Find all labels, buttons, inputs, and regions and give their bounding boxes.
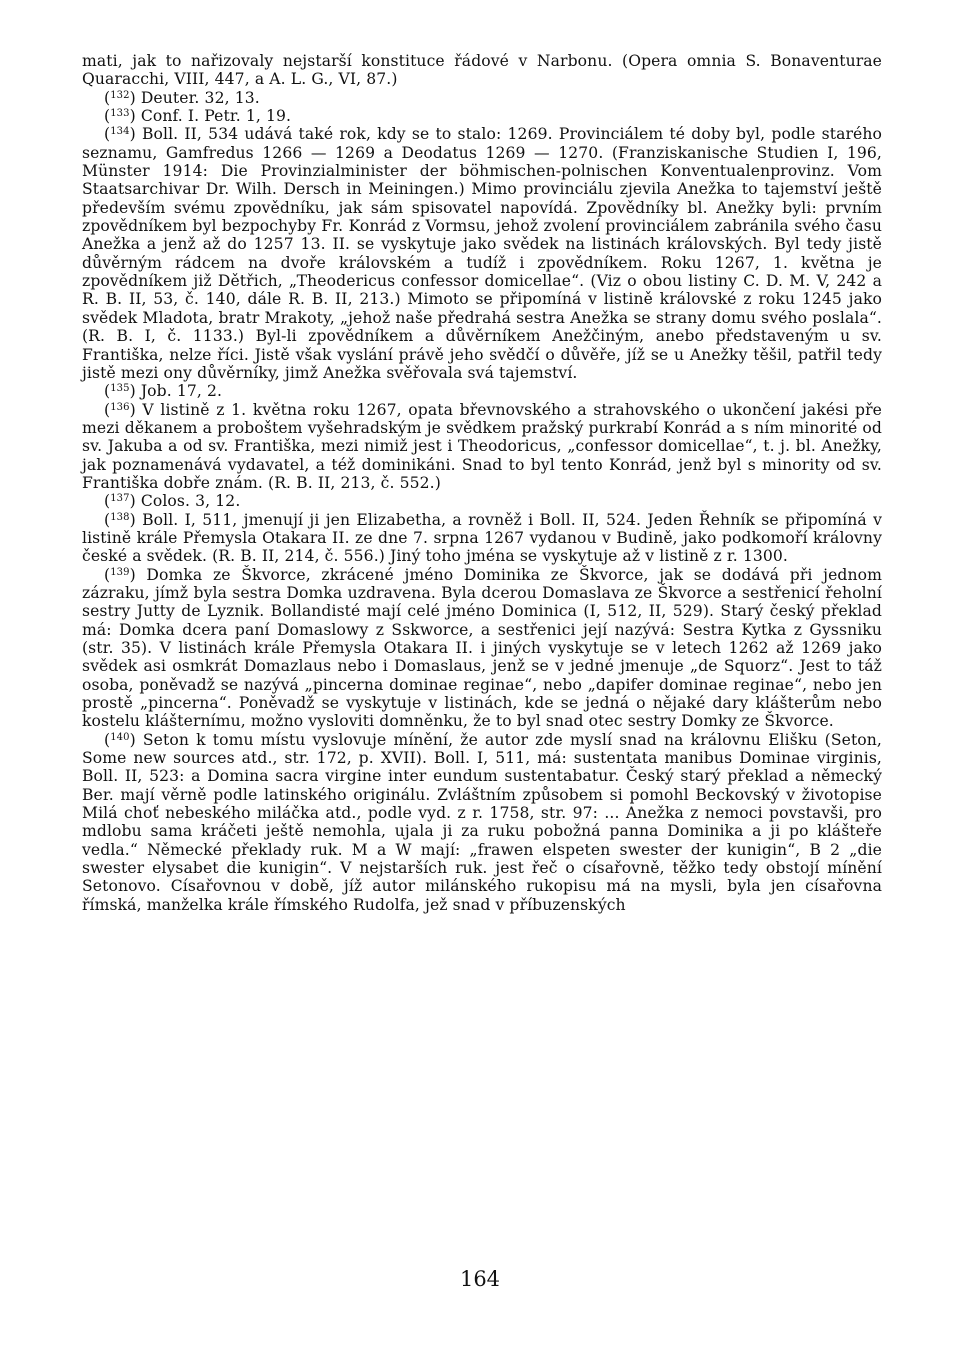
note-number: 138 bbox=[110, 511, 130, 523]
note-text: Deuter. 32, 13. bbox=[140, 88, 260, 107]
page-number: 164 bbox=[459, 1267, 501, 1291]
footnote-133: ($^{133}$) Conf. I. Petr. 1, 19. bbox=[104, 107, 292, 126]
note-number: 137 bbox=[110, 493, 130, 505]
note-number: 132 bbox=[110, 89, 130, 101]
footnote-132: ($^{132}$) Deuter. 32, 13. bbox=[104, 88, 260, 107]
footnote-136: ($^{136}$) V listině z 1. května roku 1267, opata břevnovského a strahovského o ukončení jakési pře mezi děkanem a proboštem vyšehradským je svědkem pražský purkrabí Konrád a s ním minorité od sv. Jakuba a od sv. Františka, mezi nimiž jest i Theodoricus, „confessor domicellae“, t. j. bl. Anežky, jak poznamenává vydavatel, a též dominikáni. Snad to byl tento Konrád, jenž byl s minority od sv. Františka dobře znám. (R. B. II, 213, č. 552.) bbox=[82, 400, 882, 492]
footnote-140: ($^{140}$) Seton k tomu místu vyslovuje mínění, že autor zde myslí snad na královnu Elišku (Seton, Some new sources atd., str. 172, p. XVII). Boll. I, 511, má: sustentata manibus Dominae virginis, Boll. II, 523: a Domina sacra virgine inter eundum sustentabatur. Český starý překlad a německý Ber. mají věrně podle latinského originálu. Zvláštním způsobem si pomohl Beckovský v životopise Milá choť nebeského miláčka atd., podle vyd. z r. 1758, str. 97: ... Anežka z nemoci povstavši, pro mdlobu sama kráčeti ještě nemohla, ujala ji za ruku pobožná panna Dominika a ji po klášteře vedla.“ Německé překlady ruk. M a W mají: „frawen elspeten swester der kunigin“, B 2 „die swester elysabet die kunigin“. V nejstarších ruk. jest řeč o císařovně, těžko tedy obstojí mínění Setonovo. Císařovnou v době, jíž autor milánského rukopisu má na mysli, byla jen císařovna římská, manželka krále římského Rudolfa, jež snad v příbuzenských bbox=[82, 730, 882, 914]
note-text: Colos. 3, 12. bbox=[140, 492, 241, 511]
note-number: 136 bbox=[110, 401, 130, 413]
footnote-137: ($^{137}$) Colos. 3, 12. bbox=[104, 492, 241, 511]
note-text: Boll. II, 534 udává také rok, kdy se to stalo: 1269. Provinciálem té doby byl, podle starého seznamu, Gamfredus 1266 — 1269 a Deodatus 1269 — 1270. (Franziskanische Studien I, 196, Münster 1914: Die Provinzialminister der böhmischen-polnischen Konventualenprovinz. Vom Staatsarchivar Dr. Wilh. Dersch in Meiningen.) Mimo provinciálu zjevila Anežka to tajemství ještě především svému zpovědníku, jak sám spisovatel napovídá. Zpovědníky bl. Anežky byli: prvním zpovědníkem byl bezpochyby Fr. Konrád z Vormsu, jehož zvolení provinciálem zabránila svého času Anežka a jenž až do 1257 13. II. se vyskytuje jako svědek na listinách královských. Byl tedy jistě důvěrným rádcem na dvoře královském a tudíž i zpovědníkem. Roku 1267, 1. května je zpovědníkem již Dětřich, „Theodericus confessor domicellae“. (Viz o obou listiny C. D. M. V, 242 a R. B. II, 53, č. 140, dále R. B. II, 213.) Mimoto se připomíná v listině královské z roku 1245 jako svědek Mladota, bratr Mrakoty, „jehož naše předrahá sestra Anežka se strany domu svého poslala“. (R. B. I, č. 1133.) Byl-li zpovědníkem a důvěrníkem Anežčiným, anebo představeným u sv. Františka, nelze říci. Jistě však vyslání právě jeho svědčí o důvěře, jíž se u Anežky těšil, patřil tedy jistě mezi ony důvěrníky, jimž Anežka svěřovala svá tajemství. bbox=[82, 125, 882, 382]
note-text: Job. 17, 2. bbox=[140, 382, 223, 401]
footnote-134: ($^{134}$) Boll. II, 534 udává také rok, kdy se to stalo: 1269. Provinciálem té doby byl, podle starého seznamu, Gamfredus 1266 — 1269 a Deodatus 1269 — 1270. (Franziskanische Studien I, 196, Münster 1914: Die Provinzialminister der böhmischen-polnischen Konventualenprovinz. Vom Staatsarchivar Dr. Wilh. Dersch in Meiningen.) Mimo provinciálu zjevila Anežka to tajemství ještě především svému zpovědníku, jak sám spisovatel napovídá. Zpovědníky bl. Anežky byli: prvním zpovědníkem byl bezpochyby Fr. Konrád z Vormsu, jehož zvolení provinciálem zabránila svého času Anežka a jenž až do 1257 13. II. se vyskytuje jako svědek na listinách královských. Byl tedy jistě důvěrným rádcem na dvoře královském a tudíž i zpovědníkem. Roku 1267, 1. května je zpovědníkem již Dětřich, „Theodericus confessor domicellae“. (Viz o obou listiny C. D. M. V, 242 a R. B. II, 53, č. 140, dále R. B. II, 213.) Mimoto se připomíná v listině královské z roku 1245 jako svědek Mladota, bratr Mrakoty, „jehož naše předrahá sestra Anežka se strany domu svého poslala“. (R. B. I, č. 1133.) Byl-li zpovědníkem a důvěrníkem Anežčiným, anebo představeným u sv. Františka, nelze říci. Jistě však vyslání právě jeho svědčí o důvěře, jíž se u Anežky těšil, patřil tedy jistě mezi ony důvěrníky, jimž Anežka svěřovala svá tajemství. bbox=[82, 125, 882, 382]
footnote-135: ($^{135}$) Job. 17, 2. bbox=[104, 382, 223, 401]
footnote-139: ($^{139}$) Domka ze Škvorce, zkrácené jméno Dominika ze Škvorce, jak se dodává při jednom zázraku, jímž byla sestra Domka uzdravena. Byla dcerou Domaslava ze Škvorce a sestřenicí řeholní sestry Jutty de Lyznik. Bollandisté mají celé jméno Dominica (I, 512, II, 529). Starý český překlad má: Domka dcera paní Domaslowy z Sskworce, a sestřenici její nazývá: Sestra Kytka z Gyssniku (str. 35). V listinách krále Přemysla Otakara II. i jiných vyskytuje se v letech 1262 až 1269 jako svědek asi osmkrát Domazlaus nebo i Domaslaus, jenž se v jedné jmenuje „de Squorz“. Jest to táž osoba, poněvadž se nazývá „pincerna dominae reginae“, nebo „dapifer dominae reginae“, nebo jen prostě „pincerna“. Poněvadž se vyskytuje v listinách, kde se jedná o nějaké dary klášterům nebo kostelu klášternímu, možno vysloviti domněnku, že to byl snad otec sestry Domky ze Škvorce. bbox=[82, 565, 882, 731]
note-text: V listině z 1. května roku 1267, opata břevnovského a strahovského o ukončení jakési pře mezi děkanem a proboštem vyšehradským je svědkem pražský purkrabí Konrád a s ním minorité od sv. Jakuba a od sv. Františka, mezi nimiž jest i Theodoricus, „confessor domicellae“, t. j. bl. Anežky, jak poznamenává vydavatel, a též dominikáni. Snad to byl tento Konrád, jenž byl s minority od sv. Františka dobře znám. (R. B. II, 213, č. 552.) bbox=[82, 400, 882, 492]
note-text: Boll. I, 511, jmenují ji jen Elizabetha, a rovněž i Boll. II, 524. Jeden Řehník se připomíná v listině krále Přemysla Otakara II. ze dne 7. srpna 1267 vydanou v Budině, jako podkomoří královny české a svědek. (R. B. II, 214, č. 556.) Jiný toho jména se vyskytuje až v listině z r. 1300. bbox=[82, 510, 883, 566]
page-text bbox=[82, 52, 882, 914]
continued-paragraph: mati, jak to nařizovaly nejstarší konstituce řádové v Narbonu. (Opera omnia S. Bonaventurae Quaracchi, VIII, 447, a A. L. G., VI, 87.) bbox=[82, 52, 882, 89]
note-text: Domka ze Škvorce, zkrácené jméno Dominika ze Škvorce, jak se dodává při jednom zázraku, jímž byla sestra Domka uzdravena. Byla dcerou Domaslava ze Škvorce a sestřenicí řeholní sestry Jutty de Lyznik. Bollandisté mají celé jméno Dominica (I, 512, II, 529). Starý český překlad má: Domka dcera paní Domaslowy z Sskworce, a sestřenici její nazývá: Sestra Kytka z Gyssniku (str. 35). V listinách krále Přemysla Otakara II. i jiných vyskytuje se v letech 1262 až 1269 jako svědek asi osmkrát Domazlaus nebo i Domaslaus, jenž se v jedné jmenuje „de Squorz“. Jest to táž osoba, poněvadž se nazývá „pincerna dominae reginae“, nebo „dapifer dominae reginae“, nebo jen prostě „pincerna“. Poněvadž se vyskytuje v listinách, kde se jedná o nějaké dary klášterům nebo kostelu klášternímu, možno vysloviti domněnku, že to byl snad otec sestry Domky ze Škvorce. bbox=[82, 565, 882, 731]
note-number: 133 bbox=[110, 108, 130, 120]
footnote-138: ($^{138}$) Boll. I, 511, jmenují ji jen Elizabetha, a rovněž i Boll. II, 524. Jeden Řehník se připomíná v listině krále Přemysla Otakara II. ze dne 7. srpna 1267 vydanou v Budině, jako podkomoří královny české a svědek. (R. B. II, 214, č. 556.) Jiný toho jména se vyskytuje až v listině z r. 1300. bbox=[82, 510, 883, 566]
note-text: Conf. I. Petr. 1, 19. bbox=[140, 107, 292, 126]
note-number: 139 bbox=[110, 566, 130, 578]
note-text: Seton k tomu místu vyslovuje mínění, že autor zde myslí snad na královnu Elišku (Seton, Some new sources atd., str. 172, p. XVII). Boll. I, 511, má: sustentata manibus Dominae virginis, Boll. II, 523: a Domina sacra virgine inter eundum sustentabatur. Český starý překlad a německý Ber. mají věrně podle latinského originálu. Zvláštním způsobem si pomohl Beckovský v životopise Milá choť nebeského miláčka atd., podle vyd. z r. 1758, str. 97: ... Anežka z nemoci povstavši, pro mdlobu sama kráčeti ještě nemohla, ujala ji za ruku pobožná panna Dominika a ji po klášteře vedla.“ Německé překlady ruk. M a W mají: „frawen elspeten swester der kunigin“, B 2 „die swester elysabet die kunigin“. V nejstarších ruk. jest řeč o císařovně, těžko tedy obstojí mínění Setonovo. Císařovnou v době, jíž autor milánského rukopisu má na mysli, byla jen císařovna římská, manželka krále římského Rudolfa, jež snad v příbuzenských bbox=[82, 730, 882, 914]
note-number: 140 bbox=[110, 731, 130, 743]
note-number: 134 bbox=[110, 126, 130, 138]
note-number: 135 bbox=[110, 383, 130, 395]
